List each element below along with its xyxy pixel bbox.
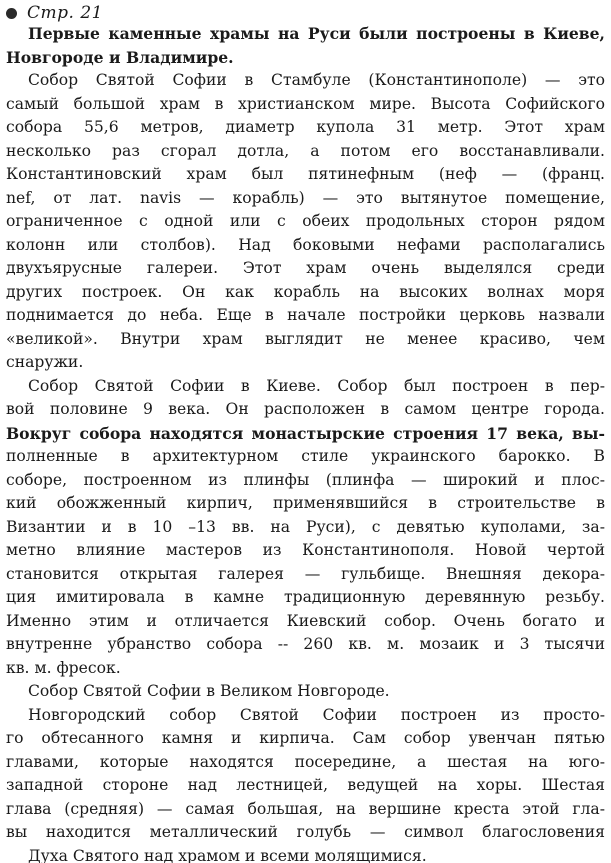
text-line: снаружи.	[6, 353, 84, 371]
text-line: двухъярусные галереи. Этот храм очень выделялся среди	[6, 259, 605, 277]
text-line: ция имитировала в камне традиционную деревянную резьбу.	[6, 588, 605, 606]
text-line: Вокруг собора находятся монастырские строения 17 века, вы-	[6, 423, 605, 443]
text-line: вы находится металлический голубь — символ благословения	[6, 823, 605, 841]
text-line: становится открытая галерея — гульбище. Внешняя декора-	[6, 564, 605, 583]
text-line: поднимается до неба. Еще в начале постройки церковь назвали	[6, 306, 605, 324]
text-line: го обтесанного камня и кирпича. Сам собор увенчан пятью	[6, 729, 605, 747]
text-line: nef, от лат. navis — корабль) — это вытянутое помещение,	[6, 188, 605, 207]
text-line: ограниченное с одной или с обеих продольных сторон рядом	[6, 212, 605, 230]
text-line: колонн или столбов). Над боковыми нефами располагались	[6, 235, 605, 254]
bullet-dot-icon	[6, 8, 17, 19]
text-line: вой половине 9 века. Он расположен в самом центре города.	[6, 400, 605, 418]
text-line: кий обожженный кирпич, применявшийся в строительстве в	[6, 494, 605, 512]
page-header	[6, 2, 103, 24]
text-line: несколько раз сгорал дотла, а потом его восстанавливали.	[6, 141, 605, 160]
text-line: собора 55,6 метров, диаметр купола 31 метр. Этот храм	[6, 118, 605, 136]
text-line: соборе, построенном из плинфы (плинфа — широкий и плос-	[6, 470, 605, 489]
text-line: «великой». Внутри храм выглядит не менее красиво, чем	[6, 329, 605, 348]
text-line: западной стороне над лестницей, ведущей на хоры. Шестая	[6, 776, 605, 794]
text-line: Собор Святой Софии в Киеве. Собор был построен в пер-	[28, 376, 605, 395]
text-line: Новгороде и Владимире.	[6, 47, 234, 67]
text-line: полненные в архитектурном стиле украинского барокко. В	[6, 447, 605, 465]
text-line: Собор Святой Софии в Великом Новгороде.	[28, 682, 390, 700]
text-line: Византии и в 10 –13 вв. на Руси), с девятью куполами, за-	[6, 517, 605, 536]
text-line: других построек. Он как корабль на высоких волнах моря	[6, 282, 605, 301]
text-line: глава (средняя) — самая большая, на вершине креста этой гла-	[6, 799, 605, 818]
text-line: метно влияние мастеров из Константинополя. Новой чертой	[6, 541, 605, 559]
text-line: Новгородский собор Святой Софии построен из просто-	[28, 705, 605, 724]
text-line: главами, которые находятся посередине, а шестая на юго-	[6, 752, 605, 771]
page-number-label: Стр. 21	[27, 3, 103, 23]
text-line: Именно этим и отличается Киевский собор. Очень богато и	[6, 611, 605, 630]
text-line: самый большой храм в христианском мире. Высота Софийского	[6, 94, 605, 113]
text-line: внутренне убранство собора -- 260 кв. м. мозаик и 3 тысячи	[6, 635, 605, 653]
text-line: Константиновский храм был пятинефным (неф — (франц.	[6, 165, 605, 183]
text-line: кв. м. фресок.	[6, 658, 121, 677]
text-line: Духа Святого над храмом и всеми молящимися.	[28, 846, 427, 863]
text-line: Собор Святой Софии в Стамбуле (Константинополе) — это	[28, 71, 605, 89]
text-line: Первые каменные храмы на Руси были построены в Киеве,	[28, 24, 605, 43]
